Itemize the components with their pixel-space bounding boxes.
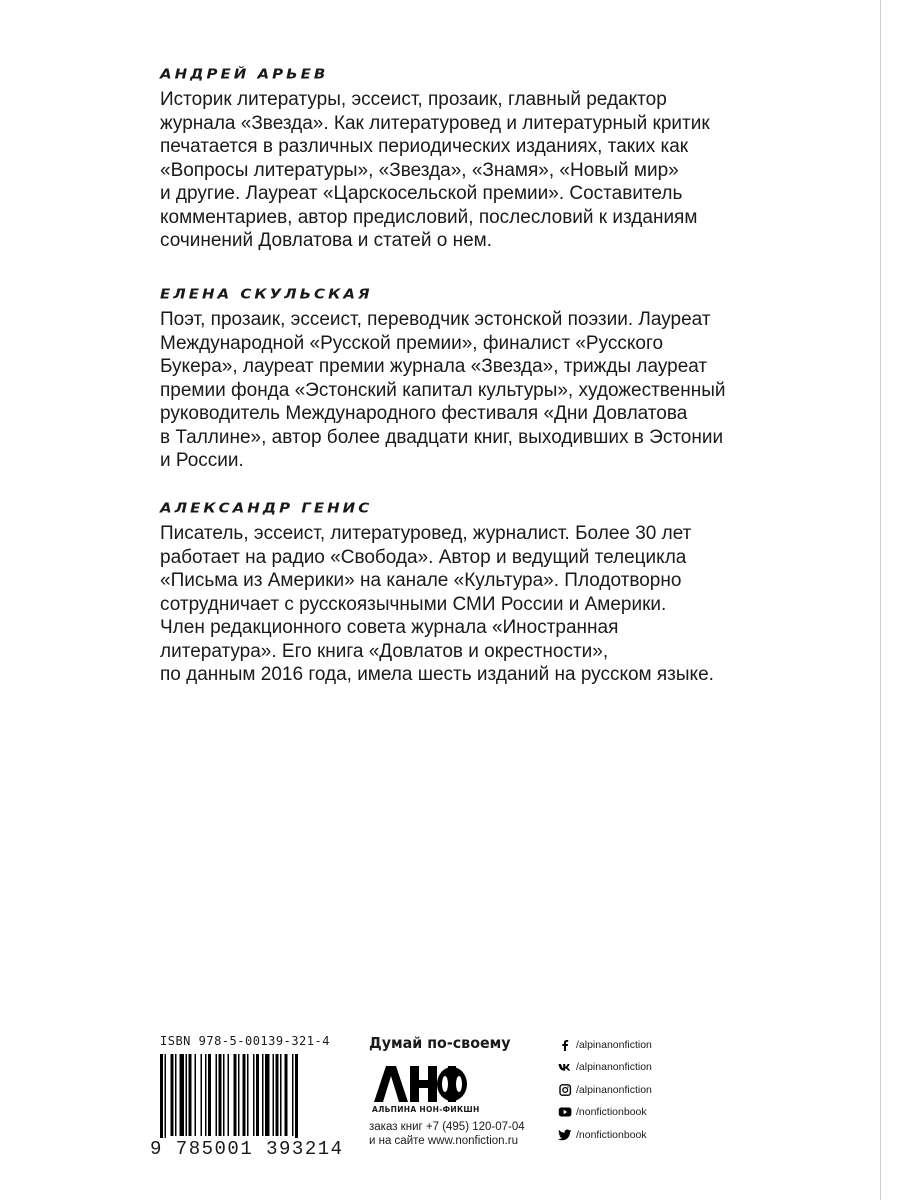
barcode-bar <box>238 1054 240 1136</box>
barcode-bar <box>262 1054 264 1136</box>
barcode-bar <box>276 1054 279 1136</box>
author-name: ЕЛЕНА СКУЛЬСКАЯ <box>160 286 373 303</box>
author-name: АНДРЕЙ АРЬЕВ <box>160 66 329 83</box>
barcode-bar <box>175 1054 177 1136</box>
barcode-bar <box>171 1054 174 1136</box>
facebook-icon <box>558 1039 572 1051</box>
barcode-bar <box>189 1054 192 1136</box>
author-block-skulskaya <box>160 286 760 473</box>
barcode-bar <box>208 1054 211 1136</box>
barcode-bar <box>216 1054 218 1136</box>
social-handle: /alpinanonfiction <box>576 1038 652 1051</box>
barcode-bar <box>205 1054 207 1136</box>
vk-icon <box>558 1061 572 1073</box>
barcode-bar <box>165 1054 167 1144</box>
barcode-bar <box>160 1054 163 1144</box>
author-block-genis <box>160 500 760 687</box>
author-name: АЛЕКСАНДР ГЕНИС <box>160 500 373 517</box>
barcode-bar <box>247 1054 249 1136</box>
barcode-bar <box>253 1054 255 1136</box>
publisher-name: АЛЬПИНА НОН-ФИКШН <box>372 1105 480 1114</box>
barcode-image <box>160 1054 336 1144</box>
twitter-icon <box>558 1129 572 1141</box>
barcode-bar <box>219 1054 222 1136</box>
author-bio: Писатель, эссеист, литературовед, журналист. Более 30 лет работает на радио «Свобода». Автор и ведущий телецикла «Письма из Америки» на канале «Культура». Плодотворно сотрудничает с русскоязычными СМИ России и Америки. Член редакционного совета журнала «Иностранная литература». Его книга «Довлатов и окрестности», по данным 2016 года, имела шесть изданий на русском языке. <box>160 523 714 685</box>
social-handle: /nonfictionbook <box>576 1106 647 1118</box>
social-youtube[interactable] <box>558 1104 652 1121</box>
publisher-slogan: Думай по-своему <box>369 1034 511 1052</box>
social-twitter[interactable] <box>558 1126 652 1143</box>
barcode-bar <box>180 1054 185 1136</box>
page-edge-line <box>880 0 881 1200</box>
author-block-aryev <box>160 66 760 253</box>
barcode-bar <box>195 1054 197 1136</box>
order-info <box>369 1120 525 1148</box>
barcode-bar <box>243 1054 246 1136</box>
order-phone: заказ книг +7 (495) 120-07-04 <box>369 1121 525 1133</box>
social-handle: /alpinanonfiction <box>576 1083 652 1096</box>
youtube-icon <box>558 1106 572 1118</box>
barcode-bar <box>273 1054 275 1136</box>
social-facebook[interactable] <box>558 1036 652 1053</box>
social-links <box>558 1036 652 1149</box>
social-vk[interactable] <box>558 1059 652 1076</box>
publisher-logo <box>372 1066 468 1102</box>
barcode-bar <box>280 1054 282 1136</box>
isbn-label: ISBN 978-5-00139-321-4 <box>160 1034 330 1048</box>
barcode-bar <box>292 1054 294 1136</box>
order-website: и на сайте www.nonfiction.ru <box>369 1135 518 1147</box>
barcode-bar <box>256 1054 259 1136</box>
author-bio: Историк литературы, эссеист, прозаик, главный редактор журнала «Звезда». Как литературовед и литературный критик печатается в различных периодических изданиях, таких как «Вопросы литературы», «Звезда», «Знамя», «Новый мир» и другие. Лауреат «Царскосельской премии». Составитель комментариев, автор предисловий, послесловий к изданиям сочинений Довлатова и статей о нем. <box>160 89 710 251</box>
barcode-bar <box>295 1054 298 1144</box>
barcode-digits: 9 785001 393214 <box>150 1138 344 1160</box>
barcode-bar <box>265 1054 270 1136</box>
social-handle: /nonfictionbook <box>576 1128 647 1141</box>
barcode-bar <box>223 1054 225 1136</box>
instagram-icon <box>558 1084 572 1096</box>
barcode-bar <box>285 1054 288 1136</box>
barcode-bar <box>228 1054 230 1136</box>
author-bio: Поэт, прозаик, эссеист, переводчик эстонской поэзии. Лауреат Международной «Русской премии», финалист «Русского Букера», лауреат премии журнала «Звезда», трижды лауреат премии фонда «Эстонский капитал культуры», художественный руководитель Международного фестиваля «Дни Довлатова в Таллине», автор более двадцати книг, выходивших в Эстонии и России. <box>160 309 726 471</box>
barcode-bar <box>186 1054 188 1136</box>
barcode-bar <box>201 1054 203 1136</box>
social-instagram[interactable] <box>558 1081 652 1098</box>
social-handle: /alpinanonfiction <box>576 1061 652 1073</box>
barcode-bar <box>234 1054 237 1136</box>
